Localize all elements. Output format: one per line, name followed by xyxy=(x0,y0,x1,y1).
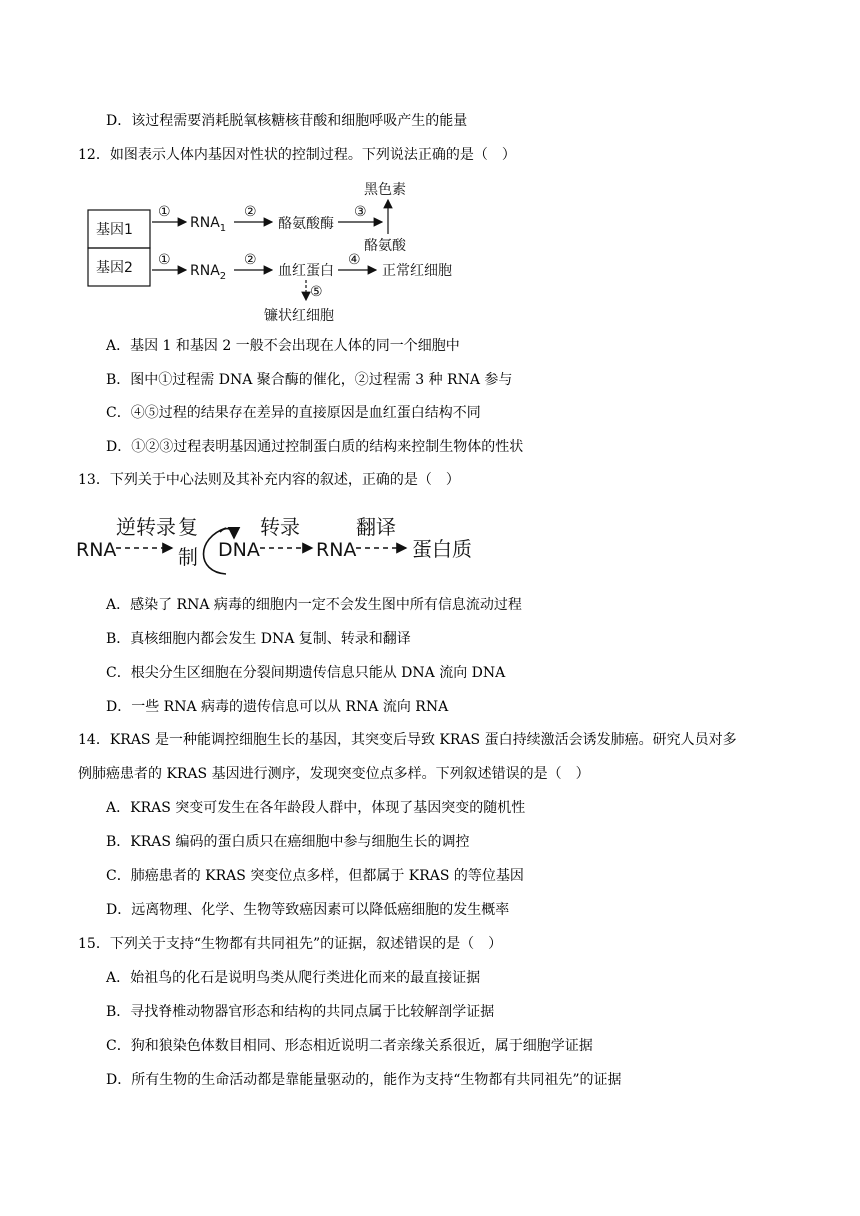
hemoglobin-label: 血红蛋白 xyxy=(278,263,334,279)
step5-label: ⑤ xyxy=(310,284,323,300)
enzyme-label: 酪氨酸酶 xyxy=(278,216,334,232)
q14-stem-line2: 例肺癌患者的 KRAS 基因进行测序，发现突变位点多样。下列叙述错误的是（ ） xyxy=(78,766,590,782)
replication-char-1: 复 xyxy=(178,515,198,539)
step2-top-label: ② xyxy=(244,204,257,220)
gene1-label: 基因1 xyxy=(96,222,133,238)
q12-option-a: A．基因 1 和基因 2 一般不会出现在人体的同一个细胞中 xyxy=(106,338,460,354)
step1-bottom-label: ① xyxy=(158,252,171,268)
rna-left-label: RNA xyxy=(76,539,117,561)
rna1-label: $RNA_1$ xyxy=(190,215,227,234)
q13-option-a: A．感染了 RNA 病毒的细胞内一定不会发生图中所有信息流动过程 xyxy=(106,597,522,613)
q15-stem: 15．下列关于支持“生物都有共同祖先”的证据，叙述错误的是（ ） xyxy=(78,936,503,952)
tyrosine-label: 酪氨酸 xyxy=(364,238,406,254)
normal-rbc-label: 正常红细胞 xyxy=(382,263,452,279)
step2-bottom-label: ② xyxy=(244,252,257,268)
reverse-transcription-label: 逆转录 xyxy=(116,515,176,539)
q13-option-d: D．一些 RNA 病毒的遗传信息可以从 RNA 流向 RNA xyxy=(106,699,449,715)
q12-stem: 12．如图表示人体内基因对性状的控制过程。下列说法正确的是（ ） xyxy=(78,147,516,163)
prev-question-option-d: D．该过程需要消耗脱氧核糖核苷酸和细胞呼吸产生的能量 xyxy=(106,113,468,129)
q12-option-b: B．图中①过程需 DNA 聚合酶的催化，②过程需 3 种 RNA 参与 xyxy=(106,372,513,388)
gene2-label: 基因2 xyxy=(96,260,133,276)
q14-option-a: A．KRAS 突变可发生在各年龄段人群中，体现了基因突变的随机性 xyxy=(106,800,526,816)
replication-char-2: 制 xyxy=(178,545,198,569)
translation-label: 翻译 xyxy=(356,515,396,539)
q15-option-c: C．狗和狼染色体数目相同、形态相近说明二者亲缘关系很近，属于细胞学证据 xyxy=(106,1038,593,1054)
step4-label: ④ xyxy=(348,252,361,268)
q15-option-a: A．始祖鸟的化石是说明鸟类从爬行类进化而来的最直接证据 xyxy=(106,970,481,986)
dna-label: DNA xyxy=(218,539,260,561)
rna-mid-label: RNA xyxy=(316,539,357,561)
q14-stem-line1: 14．KRAS 是一种能调控细胞生长的基因，其突变后导致 KRAS 蛋白持续激活会诱发肺癌。研究人员对多 xyxy=(78,732,737,748)
melanin-label: 黑色素 xyxy=(364,182,406,198)
q13-stem: 13．下列关于中心法则及其补充内容的叙述，正确的是（ ） xyxy=(78,472,460,488)
q14-option-c: C．肺癌患者的 KRAS 突变位点多样，但都属于 KRAS 的等位基因 xyxy=(106,868,524,884)
q15-option-b: B．寻找脊椎动物器官形态和结构的共同点属于比较解剖学证据 xyxy=(106,1004,495,1020)
sickle-rbc-label: 镰状红细胞 xyxy=(264,308,334,324)
q13-option-c: C．根尖分生区细胞在分裂间期遗传信息只能从 DNA 流向 DNA xyxy=(106,665,506,681)
q12-option-c: C．④⑤过程的结果存在差异的直接原因是血红蛋白结构不同 xyxy=(106,405,481,421)
q15-option-d: D．所有生物的生命活动都是靠能量驱动的，能作为支持“生物都有共同祖先”的证据 xyxy=(106,1072,622,1088)
q13-central-dogma-diagram xyxy=(76,510,496,578)
q12-gene-diagram xyxy=(86,178,486,324)
q14-option-b: B．KRAS 编码的蛋白质只在癌细胞中参与细胞生长的调控 xyxy=(106,834,470,850)
q12-option-d: D．①②③过程表明基因通过控制蛋白质的结构来控制生物体的性状 xyxy=(106,439,524,455)
step3-label: ③ xyxy=(354,204,367,220)
transcription-label: 转录 xyxy=(260,515,300,539)
q13-option-b: B．真核细胞内都会发生 DNA 复制、转录和翻译 xyxy=(106,631,411,647)
protein-label: 蛋白质 xyxy=(412,537,472,561)
step1-top-label: ① xyxy=(158,204,171,220)
rna2-label: $RNA_2$ xyxy=(190,263,227,282)
q14-option-d: D．远离物理、化学、生物等致癌因素可以降低癌细胞的发生概率 xyxy=(106,902,510,918)
